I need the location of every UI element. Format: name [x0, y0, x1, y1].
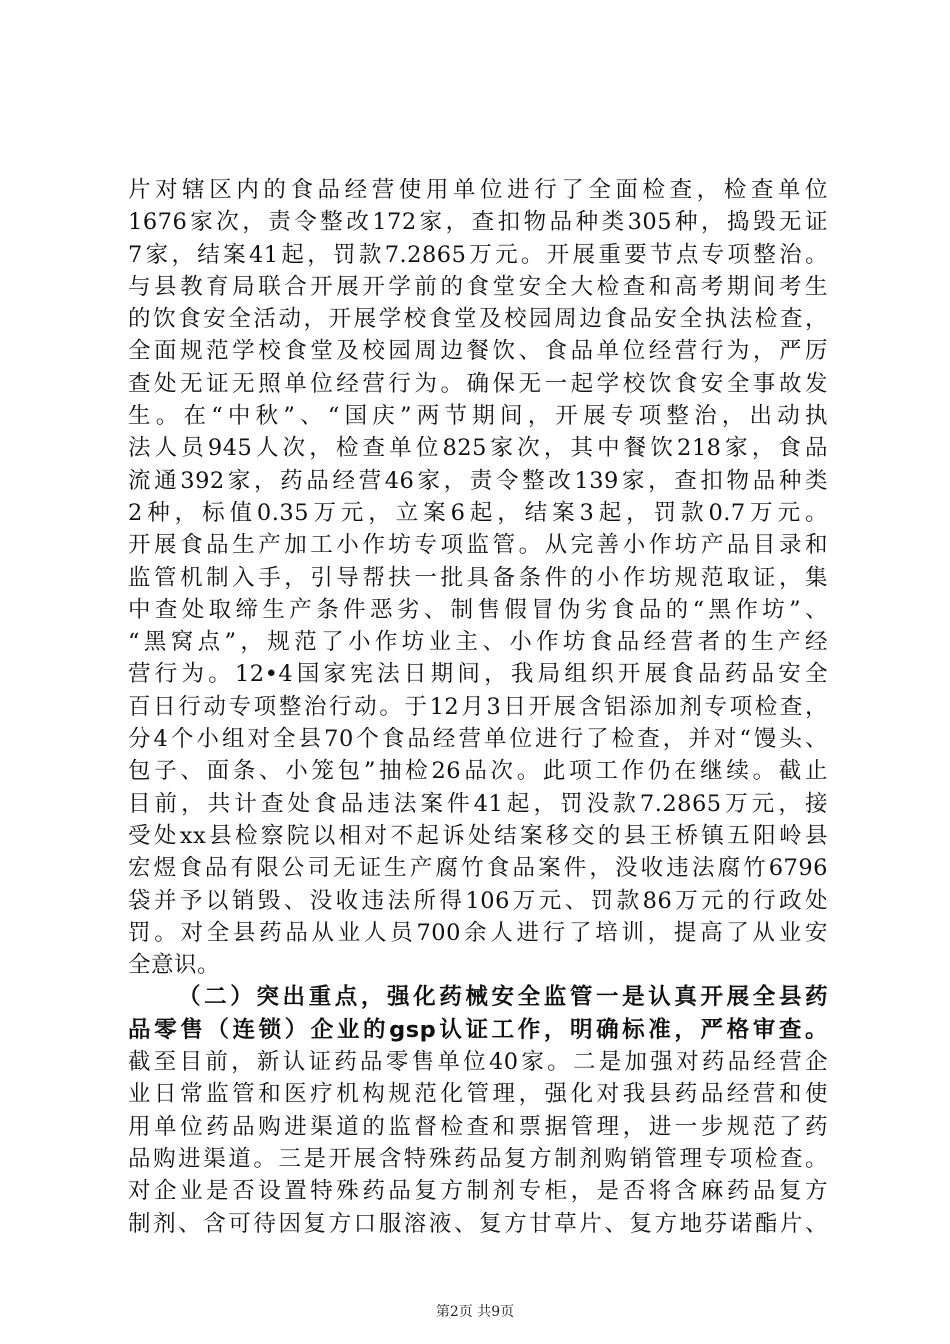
section-heading-line: （二）突出重点，强化药械安全监管一是认真开展全县药	[178, 984, 828, 1011]
text-line: 袋并予以销毁、没收违法所得106万元、罚款86万元的行政处	[128, 887, 828, 914]
text-line: 宏煜食品有限公司无证生产腐竹食品案件，没收违法腐竹6796	[128, 855, 828, 882]
text-line: 品购进渠道。三是开展含特殊药品复方制剂购销管理专项检查。	[128, 1145, 828, 1172]
text-line: 百日行动专项整治行动。于12月3日开展含铝添加剂专项检查，	[128, 693, 828, 720]
text-line: 业日常监管和医疗机构规范化管理，强化对我县药品经营和使	[128, 1081, 828, 1108]
text-line: 与县教育局联合开展开学前的食堂安全大检查和高考期间考生	[128, 273, 828, 300]
text-line: 查处无证无照单位经营行为。确保无一起学校饮食安全事故发	[128, 370, 828, 397]
text-line: 截至目前，新认证药品零售单位40家。二是加强对药品经营企	[128, 1049, 828, 1076]
text-line: 分4个小组对全县70个食品经营单位进行了检查，并对“馒头、	[128, 726, 828, 753]
text-line: 受处xx县检察院以相对不起诉处结案移交的县王桥镇五阳岭县	[128, 822, 828, 849]
text-line: 包子、面条、小笼包”抽检26品次。此项工作仍在继续。截止	[128, 758, 828, 785]
text-line: 用单位药品购进渠道的监督检查和票据管理，进一步规范了药	[128, 1113, 828, 1140]
text-line: 7家，结案41起，罚款7.2865万元。开展重要节点专项整治。	[128, 241, 828, 268]
text-line: “黑窝点”，规范了小作坊业主、小作坊食品经营者的生产经	[128, 629, 828, 656]
text-line: 营行为。12•4国家宪法日期间，我局组织开展食品药品安全	[128, 661, 828, 688]
text-line: 目前，共计查处食品违法案件41起，罚没款7.2865万元，接	[128, 790, 828, 817]
text-line: 流通392家，药品经营46家，责令整改139家，查扣物品种类	[128, 467, 828, 494]
text-line: 1676家次，责令整改172家，查扣物品种类305种，捣毁无证	[128, 209, 828, 236]
text-line: 片对辖区内的食品经营使用单位进行了全面检查，检查单位	[128, 177, 828, 203]
text-line: 的饮食安全活动，开展学校食堂及校园周边食品安全执法检查，	[128, 306, 828, 333]
text-line: 全面规范学校食堂及校园周边餐饮、食品单位经营行为，严厉	[128, 338, 828, 365]
text-line: 制剂、含可待因复方口服溶液、复方甘草片、复方地芬诺酯片、	[128, 1210, 828, 1237]
text-line: 对企业是否设置特殊药品复方制剂专柜，是否将含麻药品复方	[128, 1178, 828, 1205]
text-line: 2种，标值0.35万元，立案6起，结案3起，罚款0.7万元。	[128, 499, 828, 526]
text-line: 罚。对全县药品从业人员700余人进行了培训，提高了从业安	[128, 919, 828, 946]
text-line: 监管机制入手，引导帮扶一批具备条件的小作坊规范取证，集	[128, 564, 828, 591]
text-line: 开展食品生产加工小作坊专项监管。从完善小作坊产品目录和	[128, 532, 828, 559]
text-line: 中查处取缔生产条件恶劣、制售假冒伪劣食品的“黑作坊”、	[128, 596, 828, 623]
page-number: 第2页 共9页	[435, 1304, 515, 1320]
page-footer	[0, 1303, 950, 1321]
text-line: 法人员945人次，检查单位825家次，其中餐饮218家，食品	[128, 435, 828, 462]
document-body	[128, 174, 828, 1240]
text-line: 生。在“中秋”、“国庆”两节期间，开展专项整治，出动执	[128, 403, 828, 430]
section-heading-line: 品零售（连锁）企业的gsp认证工作，明确标准，严格审查。	[128, 1016, 828, 1043]
text-line: 全意识。	[128, 952, 221, 979]
